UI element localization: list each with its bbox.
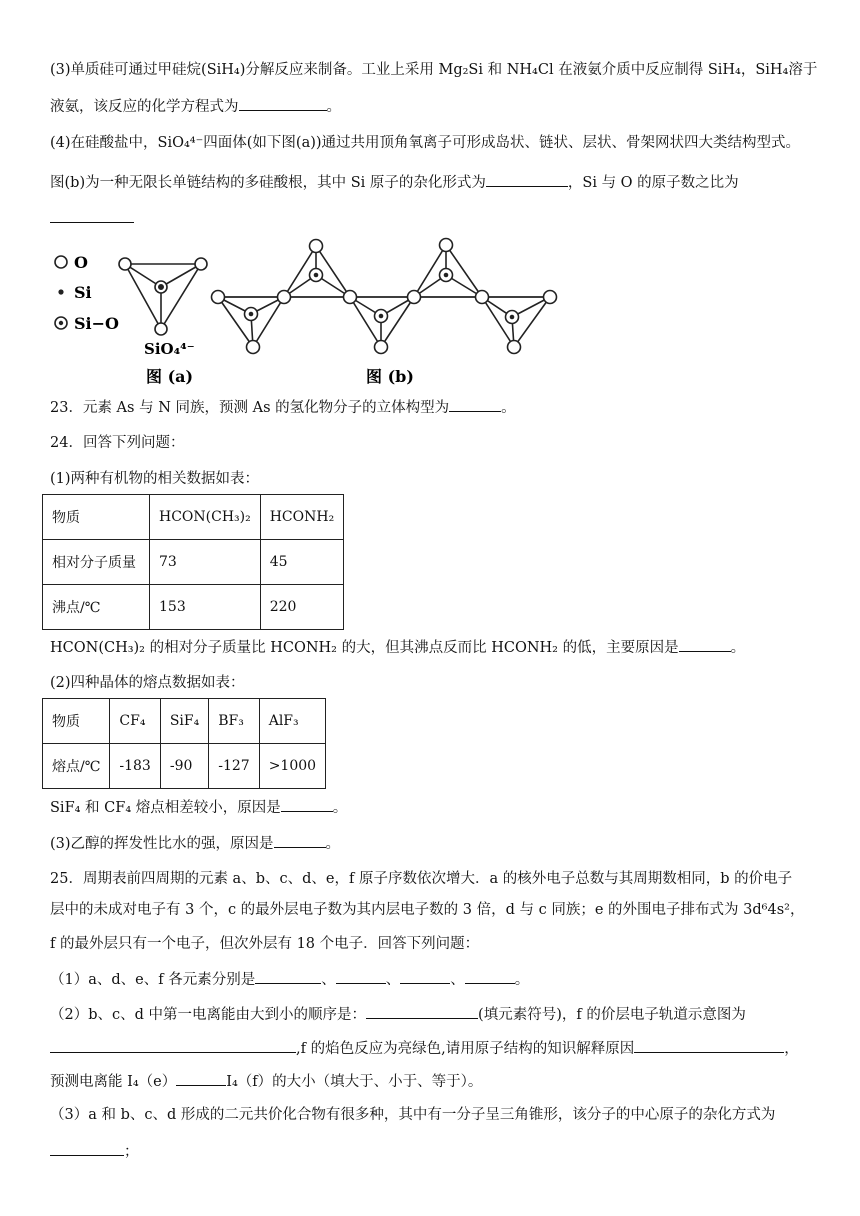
figure-a-tetrahedron bbox=[119, 258, 207, 335]
table-row: 物质 CF₄ SiF₄ BF₃ AlF₃ bbox=[43, 699, 326, 744]
answer-blank[interactable] bbox=[336, 969, 386, 984]
q23-line: 23．元素 As 与 N 同族，预测 As 的氢化物分子的立体构型为 。 bbox=[50, 397, 516, 418]
answer-blank[interactable] bbox=[465, 969, 515, 984]
q22-p4-line3 bbox=[50, 208, 134, 229]
figure-b-chain bbox=[212, 239, 557, 354]
q25-line3: f 的最外层只有一个电子，但次外层有 18 个电子．回答下列问题： bbox=[50, 936, 480, 952]
q25-p3-line2: ； bbox=[50, 1141, 139, 1162]
q25-line1: 25．周期表前四周期的元素 a、b、c、d、e，f 原子序数依次增大．a 的核外电子总数与其周期数相同，b 的价电子 bbox=[50, 871, 793, 887]
q24-p2-question: SiF₄ 和 CF₄ 熔点相差较小，原因是 。 bbox=[50, 797, 347, 818]
q24-p3-question: (3)乙醇的挥发性比水的强，原因是 。 bbox=[50, 833, 340, 854]
q22-p4-line1: (4)在硅酸盐中，SiO₄⁴⁻四面体(如下图(a))通过共用顶角氧离子可形成岛状、链状、层状、骨架网状四大类结构型式。 bbox=[50, 135, 801, 151]
fig-b-caption: 图 (b) bbox=[366, 367, 414, 386]
fig-a-caption: 图 (a) bbox=[146, 367, 194, 386]
answer-blank[interactable] bbox=[50, 208, 134, 223]
q25-p2-line3: 预测电离能 I₄（e） I₄（f）的大小（填大于、小于、等于）。 bbox=[50, 1071, 482, 1092]
q22-p3-line2: 液氨，该反应的化学方程式为 。 bbox=[50, 96, 341, 117]
q25-p3-line1: （3）a 和 b、c、d 形成的二元共价化合物有很多种，其中有一分子呈三角锥形，该分子的中心原子的杂化方式为 bbox=[50, 1107, 776, 1123]
q24-p1-intro: (1)两种有机物的相关数据如表： bbox=[50, 471, 260, 487]
q25-p1: （1）a、d、e、f 各元素分别是 、 、 、 。 bbox=[50, 969, 529, 990]
answer-blank[interactable] bbox=[400, 969, 450, 984]
answer-blank[interactable] bbox=[176, 1071, 226, 1086]
answer-blank[interactable] bbox=[50, 1141, 124, 1156]
q22-p3-line1: (3)单质硅可通过甲硅烷(SiH₄)分解反应来制备。工业上采用 Mg₂Si 和 NH₄Cl 在液氨介质中反应制得 SiH₄，SiH₄溶于 bbox=[50, 62, 818, 78]
q25-p2-line1: （2）b、c、d 中第一电离能由大到小的顺序是： (填元素符号)，f 的价层电子轨道示意图为 bbox=[50, 1004, 746, 1025]
answer-blank[interactable] bbox=[255, 969, 321, 984]
organic-data-table bbox=[42, 494, 344, 630]
table-row: 熔点/℃ -183 -90 -127 >1000 bbox=[43, 744, 326, 789]
legend-si: Si bbox=[74, 283, 92, 302]
q24-p2-intro: (2)四种晶体的熔点数据如表： bbox=[50, 675, 245, 691]
q25-line2: 层中的未成对电子有 3 个，c 的最外层电子数为其内层电子数的 3 倍，d 与 c 同族；e 的外围电子排布式为 3d⁶4s²， bbox=[50, 902, 805, 918]
answer-blank[interactable] bbox=[449, 397, 501, 412]
table-row: 沸点/℃ 153 220 bbox=[43, 585, 344, 630]
answer-blank[interactable] bbox=[486, 172, 568, 187]
legend-o: O bbox=[74, 253, 88, 272]
q24-p1-question: HCON(CH₃)₂ 的相对分子质量比 HCONH₂ 的大，但其沸点反而比 HCONH₂ 的低，主要原因是 。 bbox=[50, 637, 745, 658]
figure-legend bbox=[55, 253, 119, 333]
answer-blank[interactable] bbox=[634, 1038, 784, 1053]
fig-a-formula: SiO₄⁴⁻ bbox=[144, 340, 195, 358]
answer-blank[interactable] bbox=[679, 637, 731, 652]
answer-blank[interactable] bbox=[50, 1038, 296, 1053]
answer-blank[interactable] bbox=[281, 797, 333, 812]
melting-point-table bbox=[42, 698, 326, 789]
answer-blank[interactable] bbox=[366, 1004, 478, 1019]
q22-p3-text: 液氨，该反应的化学方程式为 bbox=[50, 99, 239, 115]
q22-p4-line2: 图(b)为一种无限长单链结构的多硅酸根，其中 Si 原子的杂化形式为 ，Si 与 O 的原子数之比为 bbox=[50, 172, 739, 193]
legend-si-o: Si−O bbox=[74, 314, 119, 333]
q24-title: 24．回答下列问题： bbox=[50, 435, 185, 451]
table-row: 物质 HCON(CH₃)₂ HCONH₂ bbox=[43, 495, 344, 540]
answer-blank[interactable] bbox=[274, 833, 326, 848]
silicate-figure bbox=[48, 232, 568, 392]
table-row: 相对分子质量 73 45 bbox=[43, 540, 344, 585]
q25-p2-line2: ,f 的焰色反应为亮绿色,请用原子结构的知识解释原因 ， bbox=[50, 1038, 799, 1059]
answer-blank[interactable] bbox=[239, 96, 327, 111]
